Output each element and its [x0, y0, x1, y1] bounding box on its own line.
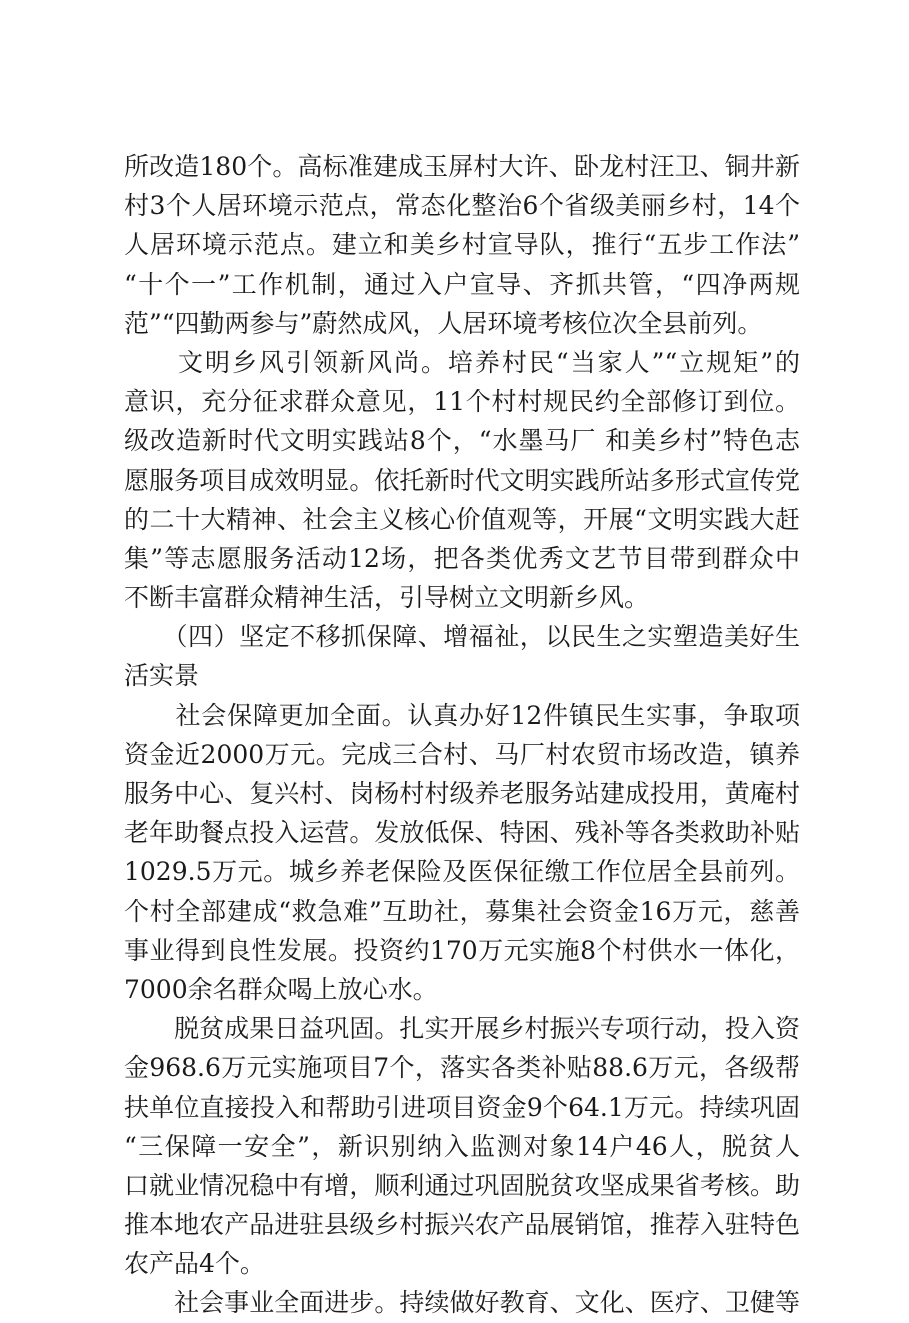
- text-line: 活实景: [124, 661, 200, 691]
- text-line: 事业得到良性发展。投资约170万元实施8个村供水一体化，: [124, 935, 800, 965]
- text-line: 7000余名群众喝上放心水。: [124, 974, 438, 1004]
- text-line: “十个一”工作机制，通过入户宣导、齐抓共管，“四净两规: [124, 269, 800, 299]
- text-line: 老年助餐点投入运营。发放低保、特困、残补等各类救助补贴: [124, 818, 800, 848]
- text-line: 集”等志愿服务活动12场，把各类优秀文艺节目带到群众中: [124, 543, 800, 573]
- text-line: 扶单位直接投入和帮助引进项目资金9个64.1万元。持续巩固: [124, 1092, 800, 1122]
- text-line: 金968.6万元实施项目7个，落实各类补贴88.6万元，各级帮: [124, 1053, 800, 1083]
- text-line: 1029.5万元。城乡养老保险及医保征缴工作位居全县前列。: [124, 857, 800, 887]
- document-body: [124, 147, 800, 1323]
- text-line: （四）坚定不移抓保障、增福祉，以民生之实塑造美好生: [124, 622, 800, 652]
- text-line: “三保障一安全”，新识别纳入监测对象14户46人，脱贫人: [124, 1131, 800, 1161]
- text-line: 级改造新时代文明实践站8个，“水墨马厂 和美乡村”特色志: [124, 426, 800, 456]
- text-line: 意识，充分征求群众意见，11个村村规民约全部修订到位。: [124, 387, 800, 417]
- text-line: 社会事业全面进步。持续做好教育、文化、医疗、卫健等: [124, 1288, 800, 1318]
- text-line: 社会保障更加全面。认真办好12件镇民生实事，争取项: [175, 700, 800, 730]
- text-line: 人居环境示范点。建立和美乡村宣导队，推行“五步工作法”: [124, 230, 800, 260]
- text-line: 资金近2000万元。完成三合村、马厂村农贸市场改造，镇养: [124, 739, 800, 769]
- text-line: 个村全部建成“救急难”互助社，募集社会资金16万元，慈善: [124, 896, 800, 926]
- text-line: 范”“四勤两参与”蔚然成风，人居环境考核位次全县前列。: [124, 308, 763, 338]
- text-line: 脱贫成果日益巩固。扎实开展乡村振兴专项行动，投入资: [124, 1014, 800, 1044]
- text-line: 不断丰富群众精神生活，引导树立文明新乡风。: [124, 583, 650, 613]
- text-line: 农产品4个。: [124, 1249, 265, 1279]
- text-line: 口就业情况稳中有增，顺利通过巩固脱贫攻坚成果省考核。助: [124, 1170, 800, 1200]
- text-line: 推本地农产品进驻县级乡村振兴农产品展销馆，推荐入驻特色: [124, 1210, 800, 1240]
- text-line: 村3个人居环境示范点，常态化整治6个省级美丽乡村，14个: [124, 191, 800, 221]
- text-line: 文明乡风引领新风尚。培养村民“当家人”“立规矩”的: [124, 347, 800, 377]
- text-line: 所改造180个。高标准建成玉屏村大许、卧龙村汪卫、铜井新: [124, 152, 800, 181]
- text-line: 的二十大精神、社会主义核心价值观等，开展“文明实践大赶: [124, 504, 800, 534]
- text-line: 愿服务项目成效明显。依托新时代文明实践所站多形式宣传党: [124, 465, 800, 495]
- text-line: 服务中心、复兴村、岗杨村村级养老服务站建成投用，黄庵村: [124, 779, 800, 808]
